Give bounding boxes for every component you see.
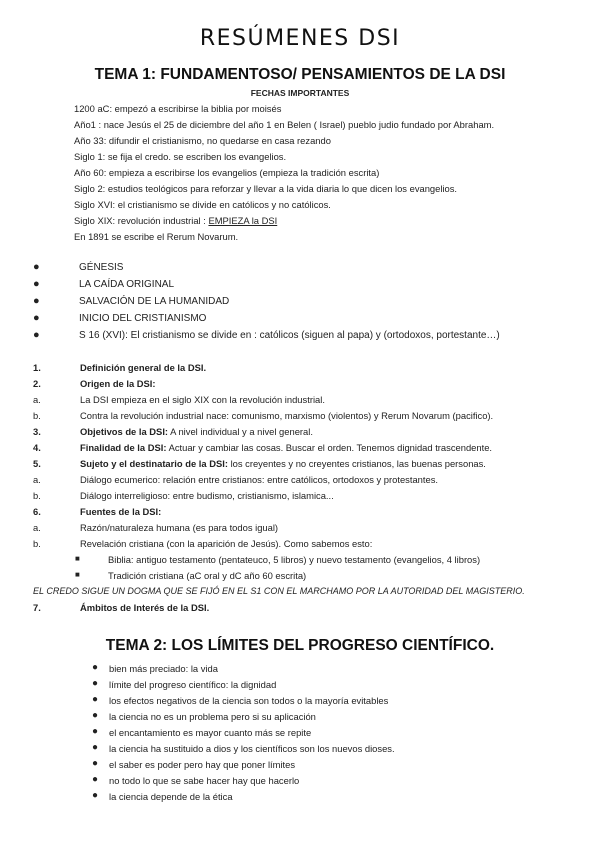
fechas-heading: FECHAS IMPORTANTES <box>250 88 350 98</box>
bullet-icon: ● <box>92 742 99 753</box>
bullet-icon: ● <box>92 710 99 721</box>
tema2-heading: TEMA 2: LOS LÍMITES DEL PROGRESO CIENTÍFICO. <box>105 637 495 654</box>
date-line: Año 60: empieza a escribirse los evangelios (empieza la tradición escrita) <box>74 167 380 178</box>
siglo-xix-underlined: EMPIEZA la DSI <box>208 215 278 226</box>
date-line: Siglo 2: estudios teológicos para reforzar y llevar a la vida diaria lo que dicen los evangelios. <box>74 183 458 194</box>
credo-note: EL CREDO SIGUE UN DOGMA QUE SE FIJÓ EN EL S1 CON EL MARCHAMO POR LA AUTORIDAD DEL MAGISTERIO. <box>33 586 525 596</box>
bullet-icon: ● <box>33 329 40 341</box>
date-line: Siglo 1: se fija el credo. se escriben los evangelios. <box>74 151 287 162</box>
document-title: RESÚMENES DSI <box>199 26 401 51</box>
tema1-heading: TEMA 1: FUNDAMENTOSO/ PENSAMIENTOS DE LA DSI <box>94 66 506 83</box>
square-bullet-icon: ■ <box>75 570 80 579</box>
date-line: Año 33: difundir el cristianismo, no quedarse en casa rezando <box>74 135 331 146</box>
bullet-icon: ● <box>92 726 99 737</box>
bullet-icon: ● <box>33 295 40 307</box>
document-page: RESÚMENES DSI TEMA 1: FUNDAMENTOSO/ PENSAMIENTOS DE LA DSI FECHAS IMPORTANTES 1200 aC: empezó a escribirse la biblia por moisés Año1 : nace Jesús el 25 de diciembre del año 1 en Belen ( Israel) pueblo judio fundado por Abraham. Año 33: difundir el cristianismo, no quedarse en casa rezando Siglo 1: se fija el credo. se escriben los evangelios. Año 60: empieza a escribirse los evangelios (empieza la tradición escrita) Siglo 2: estudios teológicos para reforzar y llevar a la vida diaria lo que dicen los evangelios. Siglo XVI: el cristianismo se divide en católicos y no católicos. Siglo XIX: revolución industrial : EMPIEZA la DSI En 1891 se escribe el Rerum Novarum. ● GÉNESIS ● LA CAÍDA ORIGINAL ● SALVACIÓN DE LA HUMANIDAD ● INICIO DEL CRISTIANISMO ● S 16 (XVI): El cristianismo se divide en : católicos (siguen al papa) y (ortodoxos, portestante…) 1. Definición general de la DSI. 2. Origen de la DSI: a. La DSI empieza en el siglo XIX con la revolución industrial. b. Contra la revolución industrial nace: comunismo, marxismo (violentos) y Rerum Novarum (pacifico). 3. Objetivos de la DSI: A nivel individual y a nivel general. 4. Finalidad de la DSI: Actuar y cambiar las cosas. Buscar el orden. Tenemos dignidad trascendente. 5. Sujeto y el destinatario de la DSI: los creyentes y no creyentes cristianos, las buenas personas. a. Diálogo ecumerico: relación entre cristianos: entre católicos, ortodoxos y protestantes. b. Diálogo interreligioso: entre budismo, cristianismo, islamica... 6. Fuentes de la DSI: a. Razón/naturaleza humana (es para todos igual) b. Revelación cristiana (con la aparición de Jesús). Como sabemos esto: ■ Biblia: antiguo testamento (pentateuco, 5 libros) y nuevo testamento (evangelios, 4 libros) ■ Tradición cristiana (aC oral y dC año 60 escrita) EL CREDO SIGUE UN DOGMA QUE SE FIJÓ EN EL S1 CON EL MARCHAMO POR LA AUTORIDAD DEL MAGISTERIO. 7. Ámbitos de Interés de la DSI. TEMA 2: LOS LÍMITES DEL PROGRESO CIENTÍFICO. ● bien más preciado: la vida ● límite del progreso científico: la dignidad ● los efectos negativos de la ciencia son todos o la mayoría evitables ● la ciencia no es un problema pero si su aplicación ● el encantamiento es mayor cuanto más se repite ● la ciencia ha sustituido a dios y los científicos son los nuevos dioses. ● el saber es poder pero hay que poner límites ● no todo lo que se sabe hacer hay que hacerlo ● la ciencia depende de la ética <box>0 0 600 848</box>
bullet-icon: ● <box>92 662 99 673</box>
bullet-icon: ● <box>92 694 99 705</box>
date-line-siglo-xix <box>74 215 277 226</box>
bullet-icon: ● <box>33 312 40 324</box>
bullet-icon: ● <box>92 678 99 689</box>
bullet-icon: ● <box>92 758 99 769</box>
date-line: Año1 : nace Jesús el 25 de diciembre del año 1 en Belen ( Israel) pueblo judio fundado por Abraham. <box>74 119 495 130</box>
bullet-icon: ● <box>92 790 99 801</box>
date-line: 1200 aC: empezó a escribirse la biblia por moisés <box>74 103 282 114</box>
siglo-xix-text: Siglo XIX: revolución industrial : <box>74 215 206 226</box>
bullet-icon: ● <box>33 278 40 290</box>
date-line: En 1891 se escribe el Rerum Novarum. <box>74 231 239 242</box>
date-line: Siglo XVI: el cristianismo se divide en católicos y no católicos. <box>74 199 331 210</box>
bullet-icon: ● <box>33 261 40 273</box>
bullet-icon: ● <box>92 774 99 785</box>
square-bullet-icon: ■ <box>75 554 80 563</box>
